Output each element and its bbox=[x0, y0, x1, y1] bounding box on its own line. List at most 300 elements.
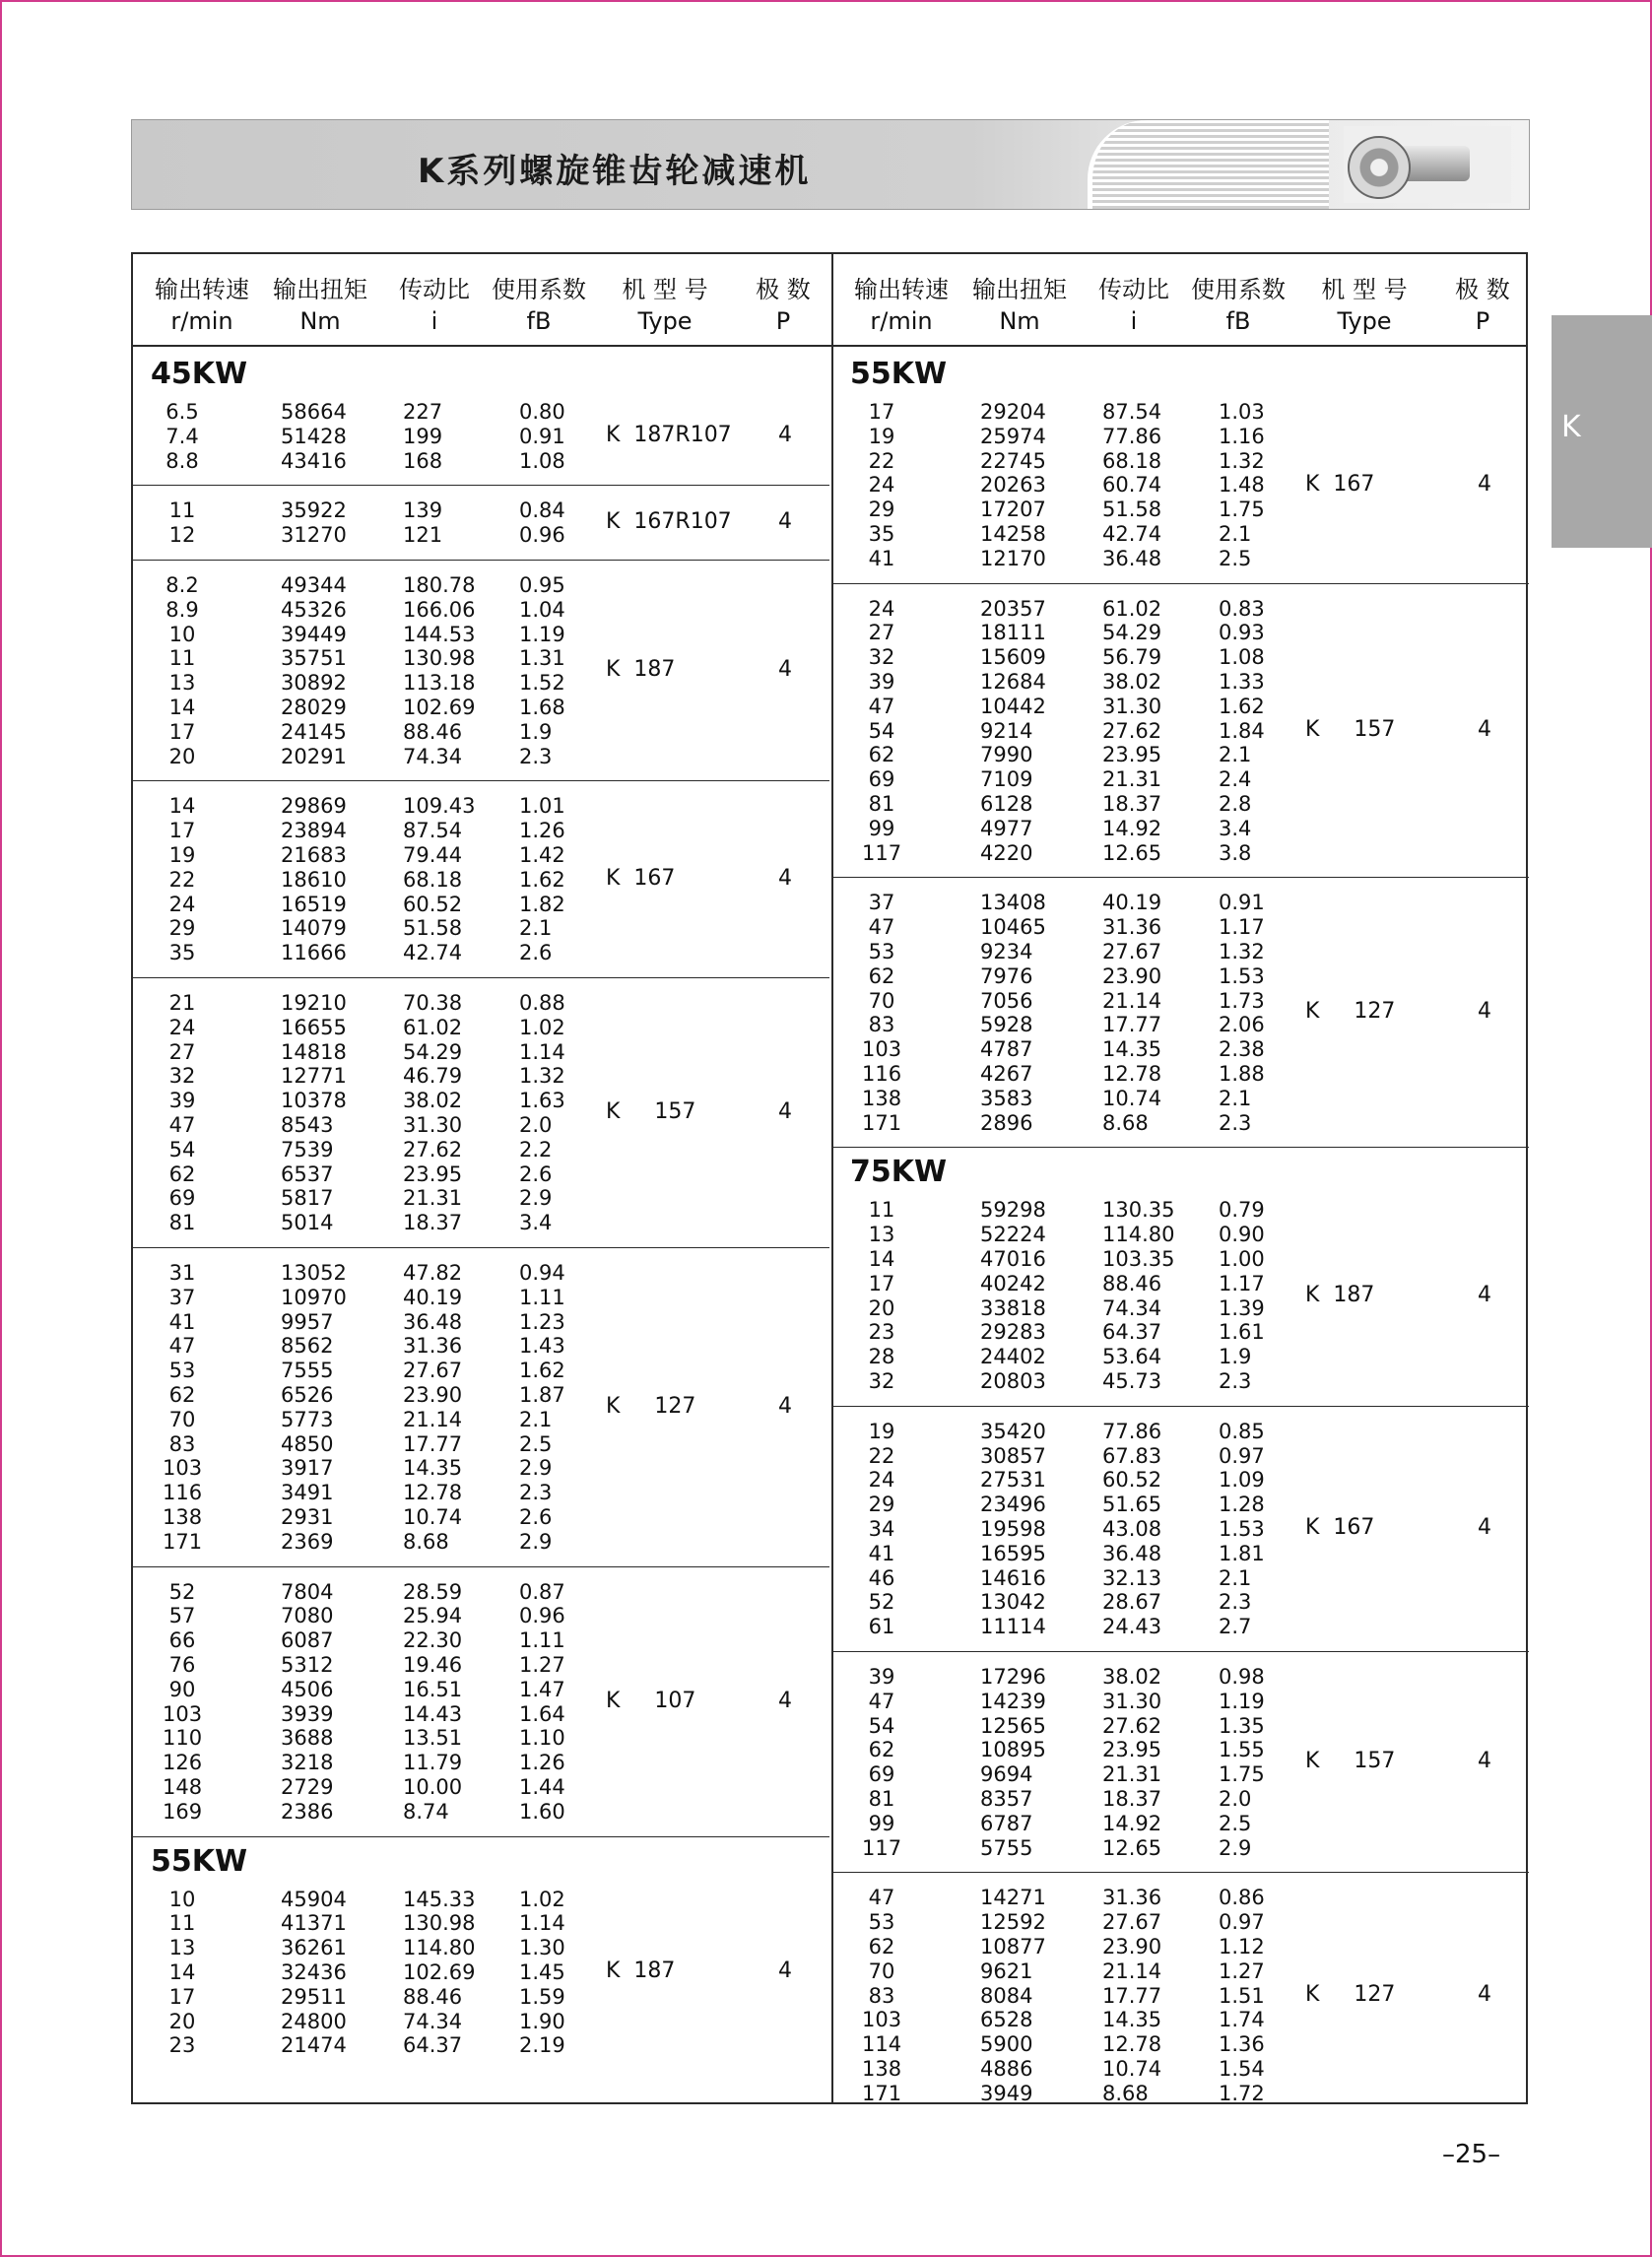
speed-cell: 32 bbox=[868, 1369, 895, 1393]
speed-cell: 62 bbox=[868, 743, 895, 767]
factor-cell: 0.86 bbox=[1219, 1886, 1265, 1910]
ratio-cell: 60.52 bbox=[403, 892, 463, 916]
torque-cell: 14239 bbox=[980, 1689, 1046, 1713]
torque-cell: 18610 bbox=[281, 867, 347, 892]
ratio-cell: 27.67 bbox=[403, 1359, 463, 1383]
model-type: K 127 bbox=[606, 1393, 696, 1419]
ratio-cell: 109.43 bbox=[403, 794, 476, 819]
speed-cell: 7.4 bbox=[165, 424, 199, 448]
factor-cell: 1.62 bbox=[519, 867, 565, 892]
factor-cell: 2.3 bbox=[1219, 1590, 1252, 1615]
speed-cell: 57 bbox=[168, 1604, 196, 1628]
model-type: K 107 bbox=[606, 1688, 696, 1713]
factor-cell: 1.35 bbox=[1219, 1713, 1265, 1738]
speed-cell: 117 bbox=[862, 1835, 902, 1860]
ratio-cell: 88.46 bbox=[1102, 1271, 1162, 1295]
ratio-cell: 113.18 bbox=[403, 671, 476, 696]
speed-cell: 52 bbox=[168, 1579, 196, 1604]
speed-cell: 103 bbox=[862, 2008, 902, 2032]
torque-cell: 16519 bbox=[281, 892, 347, 916]
ratio-cell: 27.62 bbox=[1102, 718, 1162, 743]
ratio-cell: 38.02 bbox=[1102, 670, 1162, 694]
ratio-cell: 54.29 bbox=[403, 1039, 463, 1064]
torque-cell: 4977 bbox=[980, 816, 1033, 840]
pole-count: 4 bbox=[1478, 1982, 1491, 2007]
torque-cell: 25974 bbox=[980, 424, 1046, 448]
factor-cell: 2.4 bbox=[1219, 767, 1252, 792]
speed-cell: 14 bbox=[168, 794, 196, 819]
ratio-cell: 27.67 bbox=[1102, 940, 1162, 963]
column-unit-type: Type bbox=[1337, 307, 1392, 335]
ratio-cell: 40.19 bbox=[403, 1285, 463, 1309]
torque-cell: 15609 bbox=[980, 645, 1046, 670]
torque-cell: 3949 bbox=[980, 2081, 1033, 2105]
ratio-cell: 23.95 bbox=[1102, 743, 1162, 767]
speed-cell: 20 bbox=[168, 2009, 196, 2033]
speed-cell: 103 bbox=[163, 1456, 203, 1481]
torque-cell: 2369 bbox=[281, 1529, 334, 1554]
factor-cell: 2.06 bbox=[1219, 1013, 1265, 1037]
gear-motor-image bbox=[1344, 126, 1511, 203]
factor-cell: 1.09 bbox=[1219, 1468, 1265, 1493]
torque-cell: 47016 bbox=[980, 1247, 1046, 1271]
torque-cell: 29204 bbox=[980, 400, 1046, 424]
torque-cell: 7555 bbox=[281, 1359, 334, 1383]
ratio-cell: 8.68 bbox=[1102, 1110, 1149, 1135]
factor-cell: 1.74 bbox=[1219, 2008, 1265, 2032]
speed-cell: 32 bbox=[168, 1064, 196, 1089]
ratio-cell: 51.58 bbox=[1102, 498, 1162, 522]
banner-decoration bbox=[1088, 120, 1329, 209]
speed-cell: 35 bbox=[168, 941, 196, 965]
factor-cell: 1.75 bbox=[1219, 1762, 1265, 1787]
speed-cell: 22 bbox=[868, 1443, 895, 1468]
ratio-cell: 53.64 bbox=[1102, 1345, 1162, 1369]
ratio-cell: 145.33 bbox=[403, 1887, 476, 1911]
torque-cell: 24402 bbox=[980, 1345, 1046, 1369]
factor-cell: 1.30 bbox=[519, 1936, 565, 1960]
speed-cell: 39 bbox=[868, 1665, 895, 1689]
torque-cell: 6537 bbox=[281, 1162, 334, 1186]
factor-cell: 1.14 bbox=[519, 1039, 565, 1064]
ratio-cell: 77.86 bbox=[1102, 424, 1162, 448]
ratio-cell: 10.74 bbox=[403, 1505, 463, 1529]
ratio-cell: 64.37 bbox=[1102, 1320, 1162, 1345]
ratio-cell: 103.35 bbox=[1102, 1247, 1175, 1271]
speed-cell: 13 bbox=[168, 671, 196, 696]
factor-cell: 1.28 bbox=[1219, 1493, 1265, 1517]
speed-cell: 171 bbox=[862, 2081, 902, 2105]
model-type: K 127 bbox=[1305, 999, 1396, 1025]
ratio-cell: 14.35 bbox=[1102, 1037, 1162, 1062]
speed-cell: 11 bbox=[168, 1911, 196, 1936]
speed-cell: 17 bbox=[868, 1271, 895, 1295]
factor-cell: 1.02 bbox=[519, 1015, 565, 1039]
ratio-cell: 36.48 bbox=[403, 1309, 463, 1334]
factor-cell: 2.6 bbox=[519, 1505, 553, 1529]
column-unit-torque: Nm bbox=[999, 307, 1040, 335]
torque-cell: 13052 bbox=[281, 1261, 347, 1285]
column-header-speed: 输出转速 bbox=[854, 276, 949, 303]
speed-cell: 39 bbox=[868, 670, 895, 694]
ratio-cell: 31.30 bbox=[403, 1113, 463, 1137]
column-header-torque: 输出扭矩 bbox=[273, 276, 367, 303]
ratio-cell: 144.53 bbox=[403, 622, 476, 646]
speed-cell: 39 bbox=[168, 1089, 196, 1113]
torque-cell: 31270 bbox=[281, 523, 347, 548]
torque-cell: 14616 bbox=[980, 1565, 1046, 1590]
torque-cell: 9234 bbox=[980, 940, 1033, 963]
factor-cell: 2.5 bbox=[1219, 546, 1252, 570]
ratio-cell: 21.14 bbox=[1102, 1958, 1162, 1983]
ratio-cell: 168 bbox=[403, 448, 443, 473]
speed-cell: 12 bbox=[168, 523, 196, 548]
ratio-cell: 22.30 bbox=[403, 1628, 463, 1653]
factor-cell: 2.3 bbox=[519, 744, 553, 768]
factor-cell: 2.3 bbox=[1219, 1369, 1252, 1393]
gearbox-shape bbox=[1348, 136, 1411, 199]
factor-cell: 2.0 bbox=[1219, 1787, 1252, 1811]
column-header-poles: 极 数 bbox=[756, 276, 811, 303]
pole-count: 4 bbox=[778, 657, 792, 683]
speed-cell: 10 bbox=[168, 622, 196, 646]
torque-cell: 24800 bbox=[281, 2009, 347, 2033]
torque-cell: 8084 bbox=[980, 1983, 1033, 2008]
torque-cell: 58664 bbox=[281, 400, 347, 424]
ratio-cell: 54.29 bbox=[1102, 621, 1162, 645]
column-unit-speed: r/min bbox=[870, 307, 933, 335]
factor-cell: 1.61 bbox=[1219, 1320, 1265, 1345]
torque-cell: 7109 bbox=[980, 767, 1033, 792]
speed-cell: 24 bbox=[868, 473, 895, 498]
pole-count: 4 bbox=[1478, 999, 1491, 1025]
speed-cell: 148 bbox=[163, 1775, 203, 1799]
section-title: 45KW bbox=[151, 357, 248, 391]
factor-cell: 1.10 bbox=[519, 1726, 565, 1751]
ratio-cell: 16.51 bbox=[403, 1677, 463, 1701]
factor-cell: 3.8 bbox=[1219, 840, 1252, 865]
ratio-cell: 12.78 bbox=[403, 1481, 463, 1505]
ratio-cell: 88.46 bbox=[403, 719, 463, 744]
torque-cell: 30857 bbox=[980, 1443, 1046, 1468]
torque-cell: 41371 bbox=[281, 1911, 347, 1936]
factor-cell: 2.9 bbox=[519, 1186, 553, 1211]
model-type: K 167 bbox=[606, 866, 676, 892]
torque-cell: 14271 bbox=[980, 1886, 1046, 1910]
torque-cell: 10877 bbox=[980, 1935, 1046, 1958]
speed-cell: 47 bbox=[868, 1886, 895, 1910]
speed-cell: 52 bbox=[868, 1590, 895, 1615]
factor-cell: 1.82 bbox=[519, 892, 565, 916]
factor-cell: 1.64 bbox=[519, 1701, 565, 1726]
pole-count: 4 bbox=[1478, 1515, 1491, 1541]
factor-cell: 1.52 bbox=[519, 671, 565, 696]
factor-cell: 1.00 bbox=[1219, 1247, 1265, 1271]
column-header-type: 机 型 号 bbox=[1321, 276, 1408, 303]
torque-cell: 17296 bbox=[980, 1665, 1046, 1689]
torque-cell: 33818 bbox=[980, 1295, 1046, 1320]
torque-cell: 7056 bbox=[980, 988, 1033, 1013]
speed-cell: 62 bbox=[868, 1935, 895, 1958]
torque-cell: 28029 bbox=[281, 696, 347, 719]
speed-cell: 47 bbox=[168, 1113, 196, 1137]
ratio-cell: 12.78 bbox=[1102, 2032, 1162, 2057]
factor-cell: 1.01 bbox=[519, 794, 565, 819]
speed-cell: 29 bbox=[868, 1493, 895, 1517]
ratio-cell: 130.35 bbox=[1102, 1198, 1175, 1223]
torque-cell: 10442 bbox=[980, 694, 1046, 718]
ratio-cell: 70.38 bbox=[403, 991, 463, 1015]
torque-cell: 40242 bbox=[980, 1271, 1046, 1295]
factor-cell: 2.8 bbox=[1219, 792, 1252, 816]
factor-cell: 1.60 bbox=[519, 1799, 565, 1824]
ratio-cell: 38.02 bbox=[1102, 1665, 1162, 1689]
ratio-cell: 64.37 bbox=[403, 2033, 463, 2058]
torque-cell: 16595 bbox=[980, 1541, 1046, 1565]
speed-cell: 13 bbox=[868, 1223, 895, 1247]
model-type: K 187 bbox=[1305, 1282, 1375, 1307]
torque-cell: 43416 bbox=[281, 448, 347, 473]
torque-cell: 8543 bbox=[281, 1113, 334, 1137]
ratio-cell: 77.86 bbox=[1102, 1419, 1162, 1443]
torque-cell: 13042 bbox=[980, 1590, 1046, 1615]
speed-cell: 47 bbox=[168, 1334, 196, 1359]
factor-cell: 2.9 bbox=[519, 1456, 553, 1481]
speed-cell: 14 bbox=[868, 1247, 895, 1271]
column-header-ratio: 传动比 bbox=[399, 276, 470, 303]
ratio-cell: 42.74 bbox=[1102, 522, 1162, 546]
torque-cell: 5755 bbox=[980, 1835, 1033, 1860]
factor-cell: 0.94 bbox=[519, 1261, 565, 1285]
group-divider bbox=[832, 1147, 1529, 1148]
speed-cell: 22 bbox=[868, 448, 895, 473]
column-unit-torque: Nm bbox=[299, 307, 341, 335]
factor-cell: 0.83 bbox=[1219, 596, 1265, 621]
column-unit-ratio: i bbox=[430, 307, 438, 335]
model-type: K 167 bbox=[1305, 1515, 1375, 1541]
group-divider bbox=[133, 780, 829, 781]
ratio-cell: 43.08 bbox=[1102, 1517, 1162, 1541]
section-tab[interactable] bbox=[1552, 315, 1652, 548]
factor-cell: 1.04 bbox=[519, 597, 565, 622]
model-type: K 157 bbox=[1305, 717, 1396, 742]
factor-cell: 1.43 bbox=[519, 1334, 565, 1359]
ratio-cell: 79.44 bbox=[403, 843, 463, 867]
speed-cell: 27 bbox=[868, 621, 895, 645]
speed-cell: 62 bbox=[168, 1162, 196, 1186]
torque-cell: 7804 bbox=[281, 1579, 334, 1604]
speed-cell: 116 bbox=[862, 1062, 902, 1086]
model-type: K 167R107 bbox=[606, 509, 732, 535]
ratio-cell: 61.02 bbox=[403, 1015, 463, 1039]
speed-cell: 138 bbox=[163, 1505, 203, 1529]
ratio-cell: 10.00 bbox=[403, 1775, 463, 1799]
ratio-cell: 68.18 bbox=[403, 867, 463, 892]
speed-cell: 32 bbox=[868, 645, 895, 670]
column-unit-ratio: i bbox=[1130, 307, 1138, 335]
speed-cell: 46 bbox=[868, 1565, 895, 1590]
torque-cell: 3917 bbox=[281, 1456, 334, 1481]
speed-cell: 70 bbox=[168, 1407, 196, 1431]
torque-cell: 21474 bbox=[281, 2033, 347, 2058]
torque-cell: 21683 bbox=[281, 843, 347, 867]
ratio-cell: 23.90 bbox=[1102, 1935, 1162, 1958]
torque-cell: 2386 bbox=[281, 1799, 334, 1824]
factor-cell: 1.23 bbox=[519, 1309, 565, 1334]
factor-cell: 1.53 bbox=[1219, 963, 1265, 988]
torque-cell: 9621 bbox=[980, 1958, 1033, 1983]
factor-cell: 1.63 bbox=[519, 1089, 565, 1113]
torque-cell: 39449 bbox=[281, 622, 347, 646]
ratio-cell: 61.02 bbox=[1102, 596, 1162, 621]
ratio-cell: 67.83 bbox=[1102, 1443, 1162, 1468]
factor-cell: 1.02 bbox=[519, 1887, 565, 1911]
speed-cell: 23 bbox=[868, 1320, 895, 1345]
factor-cell: 1.31 bbox=[519, 646, 565, 671]
torque-cell: 19210 bbox=[281, 991, 347, 1015]
speed-cell: 41 bbox=[868, 1541, 895, 1565]
torque-cell: 32436 bbox=[281, 1960, 347, 1984]
factor-cell: 1.47 bbox=[519, 1677, 565, 1701]
speed-cell: 81 bbox=[168, 1211, 196, 1235]
speed-cell: 35 bbox=[868, 522, 895, 546]
ratio-cell: 38.02 bbox=[403, 1089, 463, 1113]
factor-cell: 1.62 bbox=[1219, 694, 1265, 718]
factor-cell: 0.87 bbox=[519, 1579, 565, 1604]
torque-cell: 5900 bbox=[980, 2032, 1033, 2057]
factor-cell: 1.27 bbox=[519, 1653, 565, 1677]
torque-cell: 12771 bbox=[281, 1064, 347, 1089]
speed-cell: 53 bbox=[868, 1910, 895, 1935]
factor-cell: 2.38 bbox=[1219, 1037, 1265, 1062]
speed-cell: 66 bbox=[168, 1628, 196, 1653]
factor-cell: 1.88 bbox=[1219, 1062, 1265, 1086]
ratio-cell: 31.30 bbox=[1102, 694, 1162, 718]
ratio-cell: 21.14 bbox=[403, 1407, 463, 1431]
speed-cell: 8.8 bbox=[165, 448, 199, 473]
torque-cell: 51428 bbox=[281, 424, 347, 448]
pole-count: 4 bbox=[778, 1099, 792, 1124]
torque-cell: 35922 bbox=[281, 498, 347, 523]
factor-cell: 1.75 bbox=[1219, 498, 1265, 522]
speed-cell: 19 bbox=[868, 1419, 895, 1443]
factor-cell: 2.6 bbox=[519, 1162, 553, 1186]
factor-cell: 0.96 bbox=[519, 523, 565, 548]
model-type: K 157 bbox=[1305, 1749, 1396, 1774]
ratio-cell: 227 bbox=[403, 400, 443, 424]
ratio-cell: 8.74 bbox=[403, 1799, 449, 1824]
factor-cell: 1.27 bbox=[1219, 1958, 1265, 1983]
torque-cell: 2931 bbox=[281, 1505, 334, 1529]
ratio-cell: 18.37 bbox=[1102, 1787, 1162, 1811]
torque-cell: 29869 bbox=[281, 794, 347, 819]
speed-cell: 47 bbox=[868, 694, 895, 718]
torque-cell: 6787 bbox=[980, 1811, 1033, 1835]
factor-cell: 2.0 bbox=[519, 1113, 553, 1137]
pole-count: 4 bbox=[778, 423, 792, 448]
speed-cell: 29 bbox=[168, 916, 196, 941]
ratio-cell: 88.46 bbox=[403, 1984, 463, 2009]
ratio-cell: 14.35 bbox=[1102, 2008, 1162, 2032]
ratio-cell: 32.13 bbox=[1102, 1565, 1162, 1590]
group-divider bbox=[832, 1872, 1529, 1873]
ratio-cell: 87.54 bbox=[1102, 400, 1162, 424]
factor-cell: 2.1 bbox=[1219, 1086, 1252, 1110]
column-unit-type: Type bbox=[637, 307, 693, 335]
factor-cell: 2.3 bbox=[519, 1481, 553, 1505]
model-type: K 157 bbox=[606, 1099, 696, 1124]
speed-cell: 83 bbox=[868, 1013, 895, 1037]
factor-cell: 0.97 bbox=[1219, 1443, 1265, 1468]
speed-cell: 13 bbox=[168, 1936, 196, 1960]
speed-cell: 19 bbox=[868, 424, 895, 448]
ratio-cell: 12.65 bbox=[1102, 1835, 1162, 1860]
torque-cell: 23496 bbox=[980, 1493, 1046, 1517]
factor-cell: 2.1 bbox=[1219, 743, 1252, 767]
pole-count: 4 bbox=[778, 509, 792, 535]
ratio-cell: 28.67 bbox=[1102, 1590, 1162, 1615]
speed-cell: 76 bbox=[168, 1653, 196, 1677]
factor-cell: 0.97 bbox=[1219, 1910, 1265, 1935]
torque-cell: 27531 bbox=[980, 1468, 1046, 1493]
speed-cell: 171 bbox=[862, 1110, 902, 1135]
speed-cell: 34 bbox=[868, 1517, 895, 1541]
page-number: –25– bbox=[1442, 2140, 1501, 2169]
model-type: K 187 bbox=[606, 1958, 676, 1984]
factor-cell: 0.84 bbox=[519, 498, 565, 523]
column-header-factor: 使用系数 bbox=[1191, 276, 1286, 303]
torque-cell: 18111 bbox=[980, 621, 1046, 645]
torque-cell: 49344 bbox=[281, 573, 347, 597]
column-header-ratio: 传动比 bbox=[1098, 276, 1169, 303]
ratio-cell: 23.90 bbox=[403, 1383, 463, 1407]
speed-cell: 62 bbox=[868, 1738, 895, 1762]
model-type: K 127 bbox=[1305, 1982, 1396, 2007]
factor-cell: 1.72 bbox=[1219, 2081, 1265, 2105]
speed-cell: 14 bbox=[168, 696, 196, 719]
speed-cell: 24 bbox=[868, 1468, 895, 1493]
pole-count: 4 bbox=[1478, 1749, 1491, 1774]
torque-cell: 4506 bbox=[281, 1677, 334, 1701]
speed-cell: 24 bbox=[168, 892, 196, 916]
section-title: 55KW bbox=[850, 357, 948, 391]
speed-cell: 19 bbox=[168, 843, 196, 867]
factor-cell: 1.08 bbox=[1219, 645, 1265, 670]
speed-cell: 8.2 bbox=[165, 573, 199, 597]
factor-cell: 2.3 bbox=[1219, 1110, 1252, 1135]
factor-cell: 0.91 bbox=[519, 424, 565, 448]
ratio-cell: 36.48 bbox=[1102, 546, 1162, 570]
pole-count: 4 bbox=[1478, 1282, 1491, 1307]
torque-cell: 36261 bbox=[281, 1936, 347, 1960]
ratio-cell: 27.62 bbox=[403, 1137, 463, 1162]
torque-cell: 12565 bbox=[980, 1713, 1046, 1738]
ratio-cell: 74.34 bbox=[403, 2009, 463, 2033]
factor-cell: 1.19 bbox=[1219, 1689, 1265, 1713]
ratio-cell: 17.77 bbox=[403, 1431, 463, 1456]
factor-cell: 2.7 bbox=[1219, 1615, 1252, 1639]
factor-cell: 1.84 bbox=[1219, 718, 1265, 743]
ratio-cell: 23.90 bbox=[1102, 963, 1162, 988]
speed-cell: 17 bbox=[868, 400, 895, 424]
speed-cell: 103 bbox=[163, 1701, 203, 1726]
factor-cell: 1.11 bbox=[519, 1285, 565, 1309]
column-header-torque: 输出扭矩 bbox=[972, 276, 1067, 303]
torque-cell: 12592 bbox=[980, 1910, 1046, 1935]
section-title: 55KW bbox=[151, 1843, 248, 1879]
speed-cell: 17 bbox=[168, 719, 196, 744]
speed-cell: 8.9 bbox=[165, 597, 199, 622]
